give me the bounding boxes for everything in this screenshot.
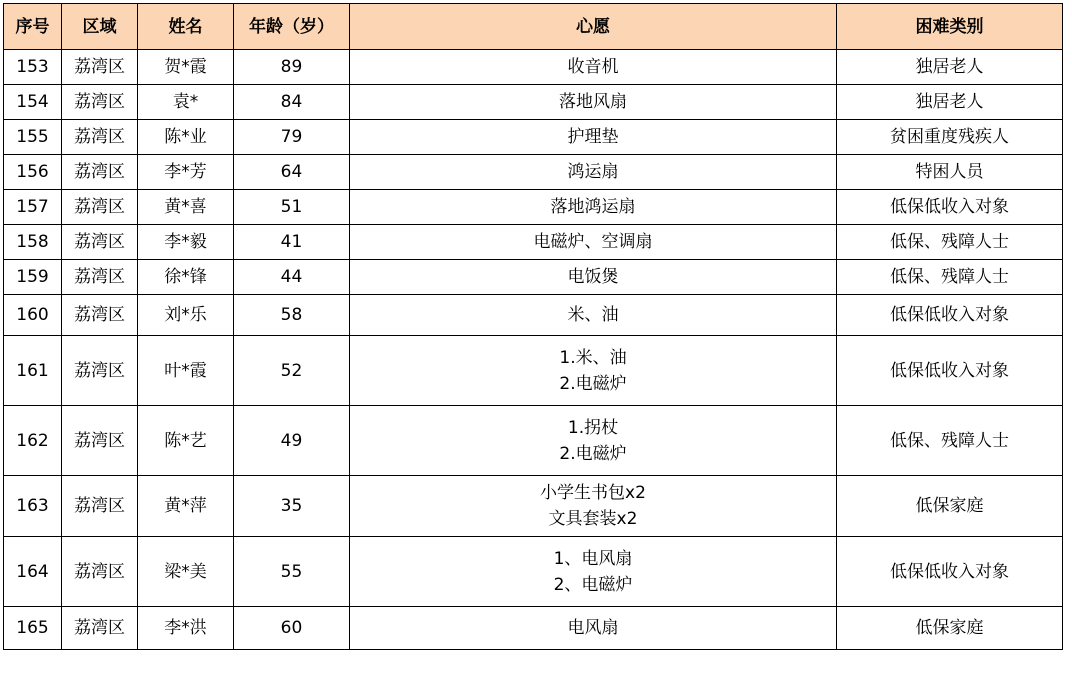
table-row [4, 155, 1063, 190]
header-seq: 序号 [4, 4, 62, 50]
cell-seq: 161 [4, 336, 62, 406]
wish-line: 文具套装x2 [548, 509, 638, 529]
cell-age: 64 [234, 155, 350, 190]
cell-category: 低保、残障人士 [837, 260, 1063, 295]
cell-seq: 156 [4, 155, 62, 190]
cell-wish [350, 406, 837, 476]
header-age: 年龄（岁） [234, 4, 350, 50]
cell-name: 陈*艺 [138, 406, 234, 476]
cell-category: 特困人员 [837, 155, 1063, 190]
wish-table [3, 3, 1063, 650]
cell-wish [350, 225, 837, 260]
table-container [3, 3, 1063, 650]
table-row [4, 295, 1063, 336]
wish-line: 2.电磁炉 [559, 443, 627, 464]
cell-age: 58 [234, 295, 350, 336]
wish-line: 电饭煲 [567, 267, 619, 287]
cell-seq: 164 [4, 537, 62, 607]
cell-seq: 155 [4, 120, 62, 155]
cell-district: 荔湾区 [62, 225, 138, 260]
cell-wish [350, 295, 837, 336]
cell-wish [350, 336, 837, 406]
cell-category: 贫困重度残疾人 [837, 120, 1063, 155]
cell-age: 84 [234, 85, 350, 120]
wish-line: 落地鸿运扇 [550, 197, 636, 217]
cell-seq: 154 [4, 85, 62, 120]
table-row [4, 50, 1063, 85]
cell-category: 低保低收入对象 [837, 190, 1063, 225]
cell-age: 52 [234, 336, 350, 406]
cell-seq: 153 [4, 50, 62, 85]
cell-seq: 165 [4, 607, 62, 650]
cell-district: 荔湾区 [62, 607, 138, 650]
cell-age: 55 [234, 537, 350, 607]
table-row [4, 190, 1063, 225]
wish-line: 护理垫 [567, 127, 619, 147]
cell-category: 低保低收入对象 [837, 295, 1063, 336]
cell-age: 41 [234, 225, 350, 260]
cell-seq: 163 [4, 476, 62, 537]
table-row [4, 120, 1063, 155]
wish-line: 电磁炉、空调扇 [533, 232, 653, 252]
cell-seq: 158 [4, 225, 62, 260]
cell-name: 叶*霞 [138, 336, 234, 406]
cell-name: 袁* [138, 85, 234, 120]
table-row [4, 260, 1063, 295]
cell-age: 51 [234, 190, 350, 225]
cell-category: 低保家庭 [837, 607, 1063, 650]
wish-line: 鸿运扇 [567, 162, 619, 182]
cell-name: 梁*美 [138, 537, 234, 607]
cell-category: 低保、残障人士 [837, 225, 1063, 260]
cell-category: 低保低收入对象 [837, 537, 1063, 607]
cell-district: 荔湾区 [62, 295, 138, 336]
cell-wish [350, 537, 837, 607]
header-wish: 心愿 [350, 4, 837, 50]
cell-wish [350, 260, 837, 295]
header-district: 区域 [62, 4, 138, 50]
cell-district: 荔湾区 [62, 190, 138, 225]
cell-age: 89 [234, 50, 350, 85]
table-row [4, 336, 1063, 406]
table-row [4, 607, 1063, 650]
table-row [4, 85, 1063, 120]
cell-district: 荔湾区 [62, 85, 138, 120]
header-row [4, 4, 1063, 50]
cell-name: 贺*霞 [138, 50, 234, 85]
cell-name: 陈*业 [138, 120, 234, 155]
cell-age: 60 [234, 607, 350, 650]
cell-seq: 157 [4, 190, 62, 225]
table-row [4, 225, 1063, 260]
cell-wish [350, 120, 837, 155]
cell-name: 黄*喜 [138, 190, 234, 225]
cell-district: 荔湾区 [62, 50, 138, 85]
cell-seq: 162 [4, 406, 62, 476]
wish-line: 收音机 [567, 57, 619, 77]
table-row [4, 476, 1063, 537]
table-body [4, 50, 1063, 650]
cell-name: 刘*乐 [138, 295, 234, 336]
cell-wish [350, 607, 837, 650]
wish-line: 米、油 [567, 305, 619, 325]
header-category: 困难类别 [837, 4, 1063, 50]
cell-wish [350, 476, 837, 537]
cell-age: 79 [234, 120, 350, 155]
header-name: 姓名 [138, 4, 234, 50]
wish-line: 1.拐杖 [567, 417, 619, 438]
wish-line: 1、电风扇 [553, 548, 633, 569]
wish-line: 落地风扇 [559, 92, 627, 112]
cell-district: 荔湾区 [62, 155, 138, 190]
cell-wish [350, 50, 837, 85]
wish-line: 1.米、油 [559, 347, 627, 368]
table-row [4, 406, 1063, 476]
cell-district: 荔湾区 [62, 120, 138, 155]
cell-name: 李*洪 [138, 607, 234, 650]
cell-wish [350, 85, 837, 120]
cell-name: 李*芳 [138, 155, 234, 190]
cell-name: 黄*萍 [138, 476, 234, 537]
cell-district: 荔湾区 [62, 476, 138, 537]
cell-name: 徐*锋 [138, 260, 234, 295]
cell-seq: 159 [4, 260, 62, 295]
cell-category: 低保、残障人士 [837, 406, 1063, 476]
cell-category: 独居老人 [837, 85, 1063, 120]
cell-age: 49 [234, 406, 350, 476]
cell-district: 荔湾区 [62, 336, 138, 406]
cell-district: 荔湾区 [62, 406, 138, 476]
wish-line: 2、电磁炉 [553, 574, 633, 595]
wish-line: 小学生书包x2 [540, 483, 646, 503]
cell-category: 低保家庭 [837, 476, 1063, 537]
cell-wish [350, 155, 837, 190]
wish-line: 2.电磁炉 [559, 373, 627, 394]
cell-category: 低保低收入对象 [837, 336, 1063, 406]
wish-line: 电风扇 [567, 618, 619, 638]
cell-age: 44 [234, 260, 350, 295]
cell-seq: 160 [4, 295, 62, 336]
cell-district: 荔湾区 [62, 260, 138, 295]
cell-district: 荔湾区 [62, 537, 138, 607]
table-row [4, 537, 1063, 607]
cell-age: 35 [234, 476, 350, 537]
cell-name: 李*毅 [138, 225, 234, 260]
cell-wish [350, 190, 837, 225]
cell-category: 独居老人 [837, 50, 1063, 85]
